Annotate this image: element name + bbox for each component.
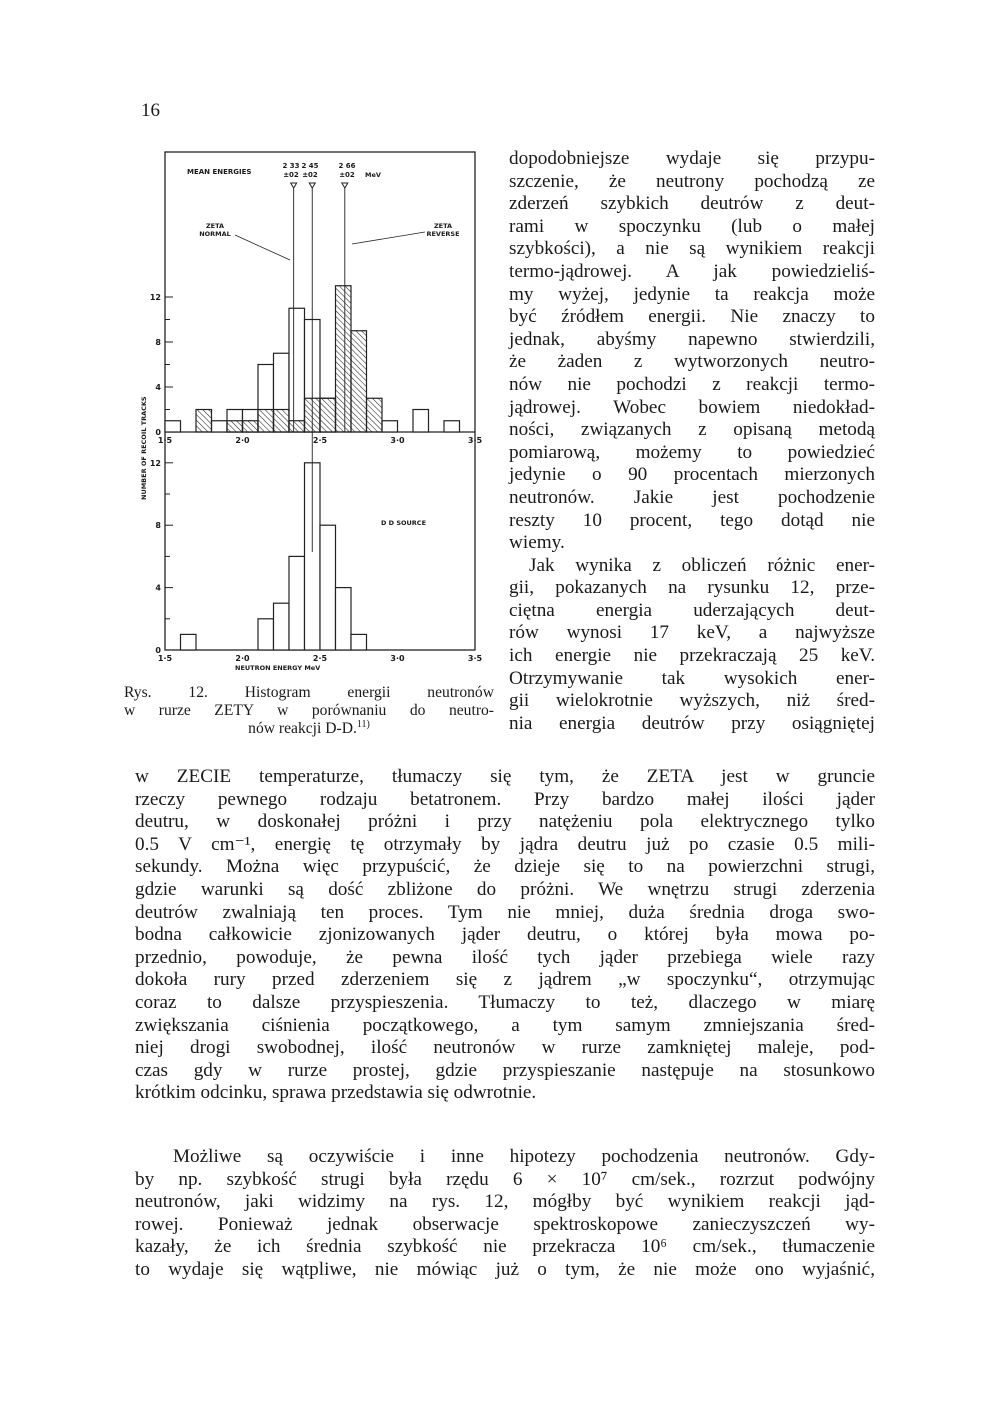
text-line: gii, pokazanych na rysunku 12, prze- (509, 577, 875, 599)
text-line: szybkości), a nie są wynikiem reakcji (509, 238, 875, 260)
text-line: szczenie, że neutrony pochodzą ze (509, 170, 875, 192)
svg-text:±02: ±02 (302, 171, 318, 179)
bar-zeta-reverse (274, 410, 290, 433)
svg-text:12: 12 (149, 293, 161, 302)
bar-zeta-normal (413, 410, 429, 433)
bar-zeta-reverse (258, 410, 274, 433)
bar-zeta-reverse (320, 398, 336, 432)
svg-text:3·0: 3·0 (390, 436, 405, 445)
text-line: ich energie nie przekraczają 25 keV. (509, 645, 875, 667)
text-line: zderzeń szybkich deutrów z deut- (509, 193, 875, 215)
text-line: to wydaje się wątpliwe, nie mówiąc już o tym, że nie może ono wyjaśnić, (135, 1258, 875, 1280)
text-line: deutru, w doskonałej próżni i przy natężeniu pola elektrycznego tylko (135, 811, 875, 833)
text-line: kazały, że ich średnia szybkość nie przekracza 10⁶ cm/sek., tłumaczenie (135, 1236, 875, 1258)
text-line: rami w spoczynku (lub o małej (509, 215, 875, 237)
text-line: termo-jądrowej. A jak powiedzieliś- (509, 260, 875, 282)
text-line: wiemy. (509, 532, 565, 554)
upper-panel (150, 286, 483, 445)
svg-text:2·5: 2·5 (312, 436, 328, 445)
text-line: że żaden z wytworzonych neutro- (509, 351, 875, 373)
text-line: gii wielokrotnie wyższych, niż śred- (509, 690, 875, 712)
text-line: Możliwe są oczywiście i inne hipotezy pochodzenia neutronów. Gdy- (173, 1146, 875, 1167)
svg-text:D D SOURCE: D D SOURCE (381, 519, 427, 527)
svg-text:MEAN ENERGIES: MEAN ENERGIES (187, 168, 252, 176)
bar-dd-source (181, 634, 197, 650)
bar-zeta-normal (289, 308, 305, 432)
svg-text:3·0: 3·0 (390, 654, 405, 663)
svg-text:0: 0 (155, 646, 161, 655)
bar-zeta-normal (165, 421, 181, 432)
bar-zeta-reverse (336, 286, 352, 432)
svg-text:0: 0 (155, 428, 161, 437)
lower-panel (150, 459, 483, 663)
text-line: ciętna energia uderzających deut- (509, 599, 875, 621)
svg-text:2 33: 2 33 (282, 162, 300, 170)
text-line: jądrowej. Wobec bowiem niedokład- (509, 396, 875, 418)
text-line: reszty 10 procent, tego dotąd nie (509, 509, 875, 531)
text-line: deutrów zwalniają ten proces. Tym nie mniej, duża średnia droga swo- (135, 901, 875, 923)
text-line: Otrzymywanie tak wysokich ener- (509, 667, 875, 689)
svg-text:2·0: 2·0 (235, 436, 250, 445)
bar-dd-source (289, 556, 305, 650)
svg-text:4: 4 (155, 583, 161, 593)
bar-zeta-reverse (289, 421, 305, 432)
text-line: ności, związanych z opisaną metodą (509, 419, 875, 441)
text-line: rzeczy pewnego rodzaju betatronem. Przy bardzo małej ilości jąder (135, 788, 875, 810)
bar-zeta-normal (212, 421, 228, 432)
text-line: rowej. Ponieważ jednak obserwacje spektroskopowe zanieczyszczeń wy- (135, 1213, 875, 1235)
text-line: Jak wynika z obliczeń różnic ener- (529, 554, 875, 576)
text-line: nów nie pochodzi z reakcji termo- (509, 373, 875, 395)
text-line: niej drogi swobodnej, ilość neutronów w rurze zamkniętej maleje, pod- (135, 1037, 875, 1059)
svg-text:2 45: 2 45 (301, 162, 319, 170)
svg-text:NORMAL: NORMAL (199, 230, 231, 238)
text-line: bodna całkowicie zjonizowanych jąder deutru, o której była mowa po- (135, 924, 875, 946)
svg-text:1·5: 1·5 (157, 436, 173, 445)
svg-text:4: 4 (155, 383, 161, 392)
caption-line: nów reakcji D-D.$^{11)}$ (248, 718, 370, 737)
text-line: rów wynosi 17 keV, a najwyższe (509, 622, 875, 644)
footnote-ref: 11) (356, 718, 370, 730)
full-width-paragraph-1 (135, 766, 875, 1105)
svg-text:12: 12 (149, 458, 161, 468)
bar-zeta-reverse (351, 331, 367, 432)
caption-line: Rys. 12. Histogram energii neutronów (124, 684, 494, 701)
svg-text:8: 8 (155, 338, 161, 347)
text-line: my wyżej, jedynie ta reakcja może (509, 283, 875, 305)
svg-text:3·5: 3·5 (467, 436, 483, 445)
bar-zeta-reverse (227, 421, 243, 432)
svg-text:2·0: 2·0 (235, 654, 250, 663)
bar-zeta-reverse (196, 410, 212, 433)
page-number: 16 (141, 100, 160, 121)
text-line: dokoła rury przed zderzeniem się z jądrem „w spoczynku“, otrzymując (135, 969, 875, 991)
bar-zeta-normal (444, 421, 460, 432)
text-line: dopodobniejsze wydaje się przypu- (509, 148, 875, 169)
bar-zeta-normal (382, 421, 398, 432)
text-line: coraz to dalsze przyspieszenia. Tłumaczy to też, dlaczego w miarę (135, 991, 875, 1013)
bar-dd-source (274, 603, 290, 650)
svg-text:NUMBER OF RECOIL TRACKS: NUMBER OF RECOIL TRACKS (140, 396, 148, 500)
text-line: pomiarową, możemy to powiedzieć (509, 441, 875, 463)
histogram-figure (125, 140, 495, 680)
text-line: jedynie o 90 procentach mierzonych (509, 464, 875, 486)
bar-zeta-reverse (243, 421, 259, 432)
text-line: nia energia deutrów przy osiągniętej (509, 712, 875, 734)
full-width-paragraph-2 (135, 1146, 875, 1282)
svg-text:±02: ±02 (339, 171, 355, 179)
text-line: sekundy. Można więc przypuścić, że dzieje się to na powierzchni strugi, (135, 856, 875, 878)
svg-text:1·5: 1·5 (157, 654, 173, 663)
text-line: czas gdy w rurze prostej, gdzie przyspieszanie następuje na stosunkowo (135, 1059, 875, 1081)
text-line: gdzie warunki są dość zbliżone do próżni. We wnętrzu strugi zderzenia (135, 878, 875, 900)
text-line: neutronów, jaki widzimy na rys. 12, mógłby być wynikiem reakcji jąd- (135, 1191, 875, 1213)
text-line: przednio, powoduje, że pewna ilość tych jąder przebiega wiele razy (135, 946, 875, 968)
text-line: być źródłem energii. Nie znaczy to (509, 306, 875, 328)
bar-dd-source (320, 525, 336, 650)
svg-text:REVERSE: REVERSE (426, 230, 460, 238)
svg-text:3·5: 3·5 (467, 654, 483, 663)
bar-zeta-reverse (367, 398, 383, 432)
svg-text:MeV: MeV (365, 171, 381, 179)
svg-text:NEUTRON ENERGY MeV: NEUTRON ENERGY MeV (235, 664, 321, 672)
bar-dd-source (351, 634, 367, 650)
bar-dd-source (336, 588, 352, 650)
text-line: neutronów. Jakie jest pochodzenie (509, 486, 875, 508)
svg-text:±02: ±02 (283, 171, 299, 179)
svg-text:2 66: 2 66 (338, 162, 356, 170)
svg-text:2·5: 2·5 (312, 654, 328, 663)
right-column-text (509, 148, 875, 735)
text-line: jednak, abyśmy napewno stwierdzili, (509, 328, 875, 350)
svg-text:8: 8 (155, 521, 161, 531)
text-line: krótkim odcinku, sprawa przedstawia się odwrotnie. (135, 1082, 537, 1104)
figure-caption (124, 684, 494, 738)
text-line: by np. szybkość strugi była rzędu 6 × 10⁷ cm/sek., rozrzut podwójny (135, 1168, 875, 1190)
text-line: 0.5 V cm⁻¹, energię tę otrzymały by jądra deutru już po czasie 0.5 mili- (135, 833, 875, 855)
bar-dd-source (258, 619, 274, 650)
svg-text:ZETA: ZETA (205, 222, 225, 230)
caption-line: w rurze ZETY w porównaniu do neutro- (124, 702, 494, 719)
text-line: zwiększania ciśnienia początkowego, a tym samym zmniejszania śred- (135, 1014, 875, 1036)
histogram-chart (125, 140, 495, 680)
svg-text:ZETA: ZETA (433, 222, 453, 230)
text-line: w ZECIE temperaturze, tłumaczy się tym, że ZETA jest w gruncie (135, 766, 875, 787)
